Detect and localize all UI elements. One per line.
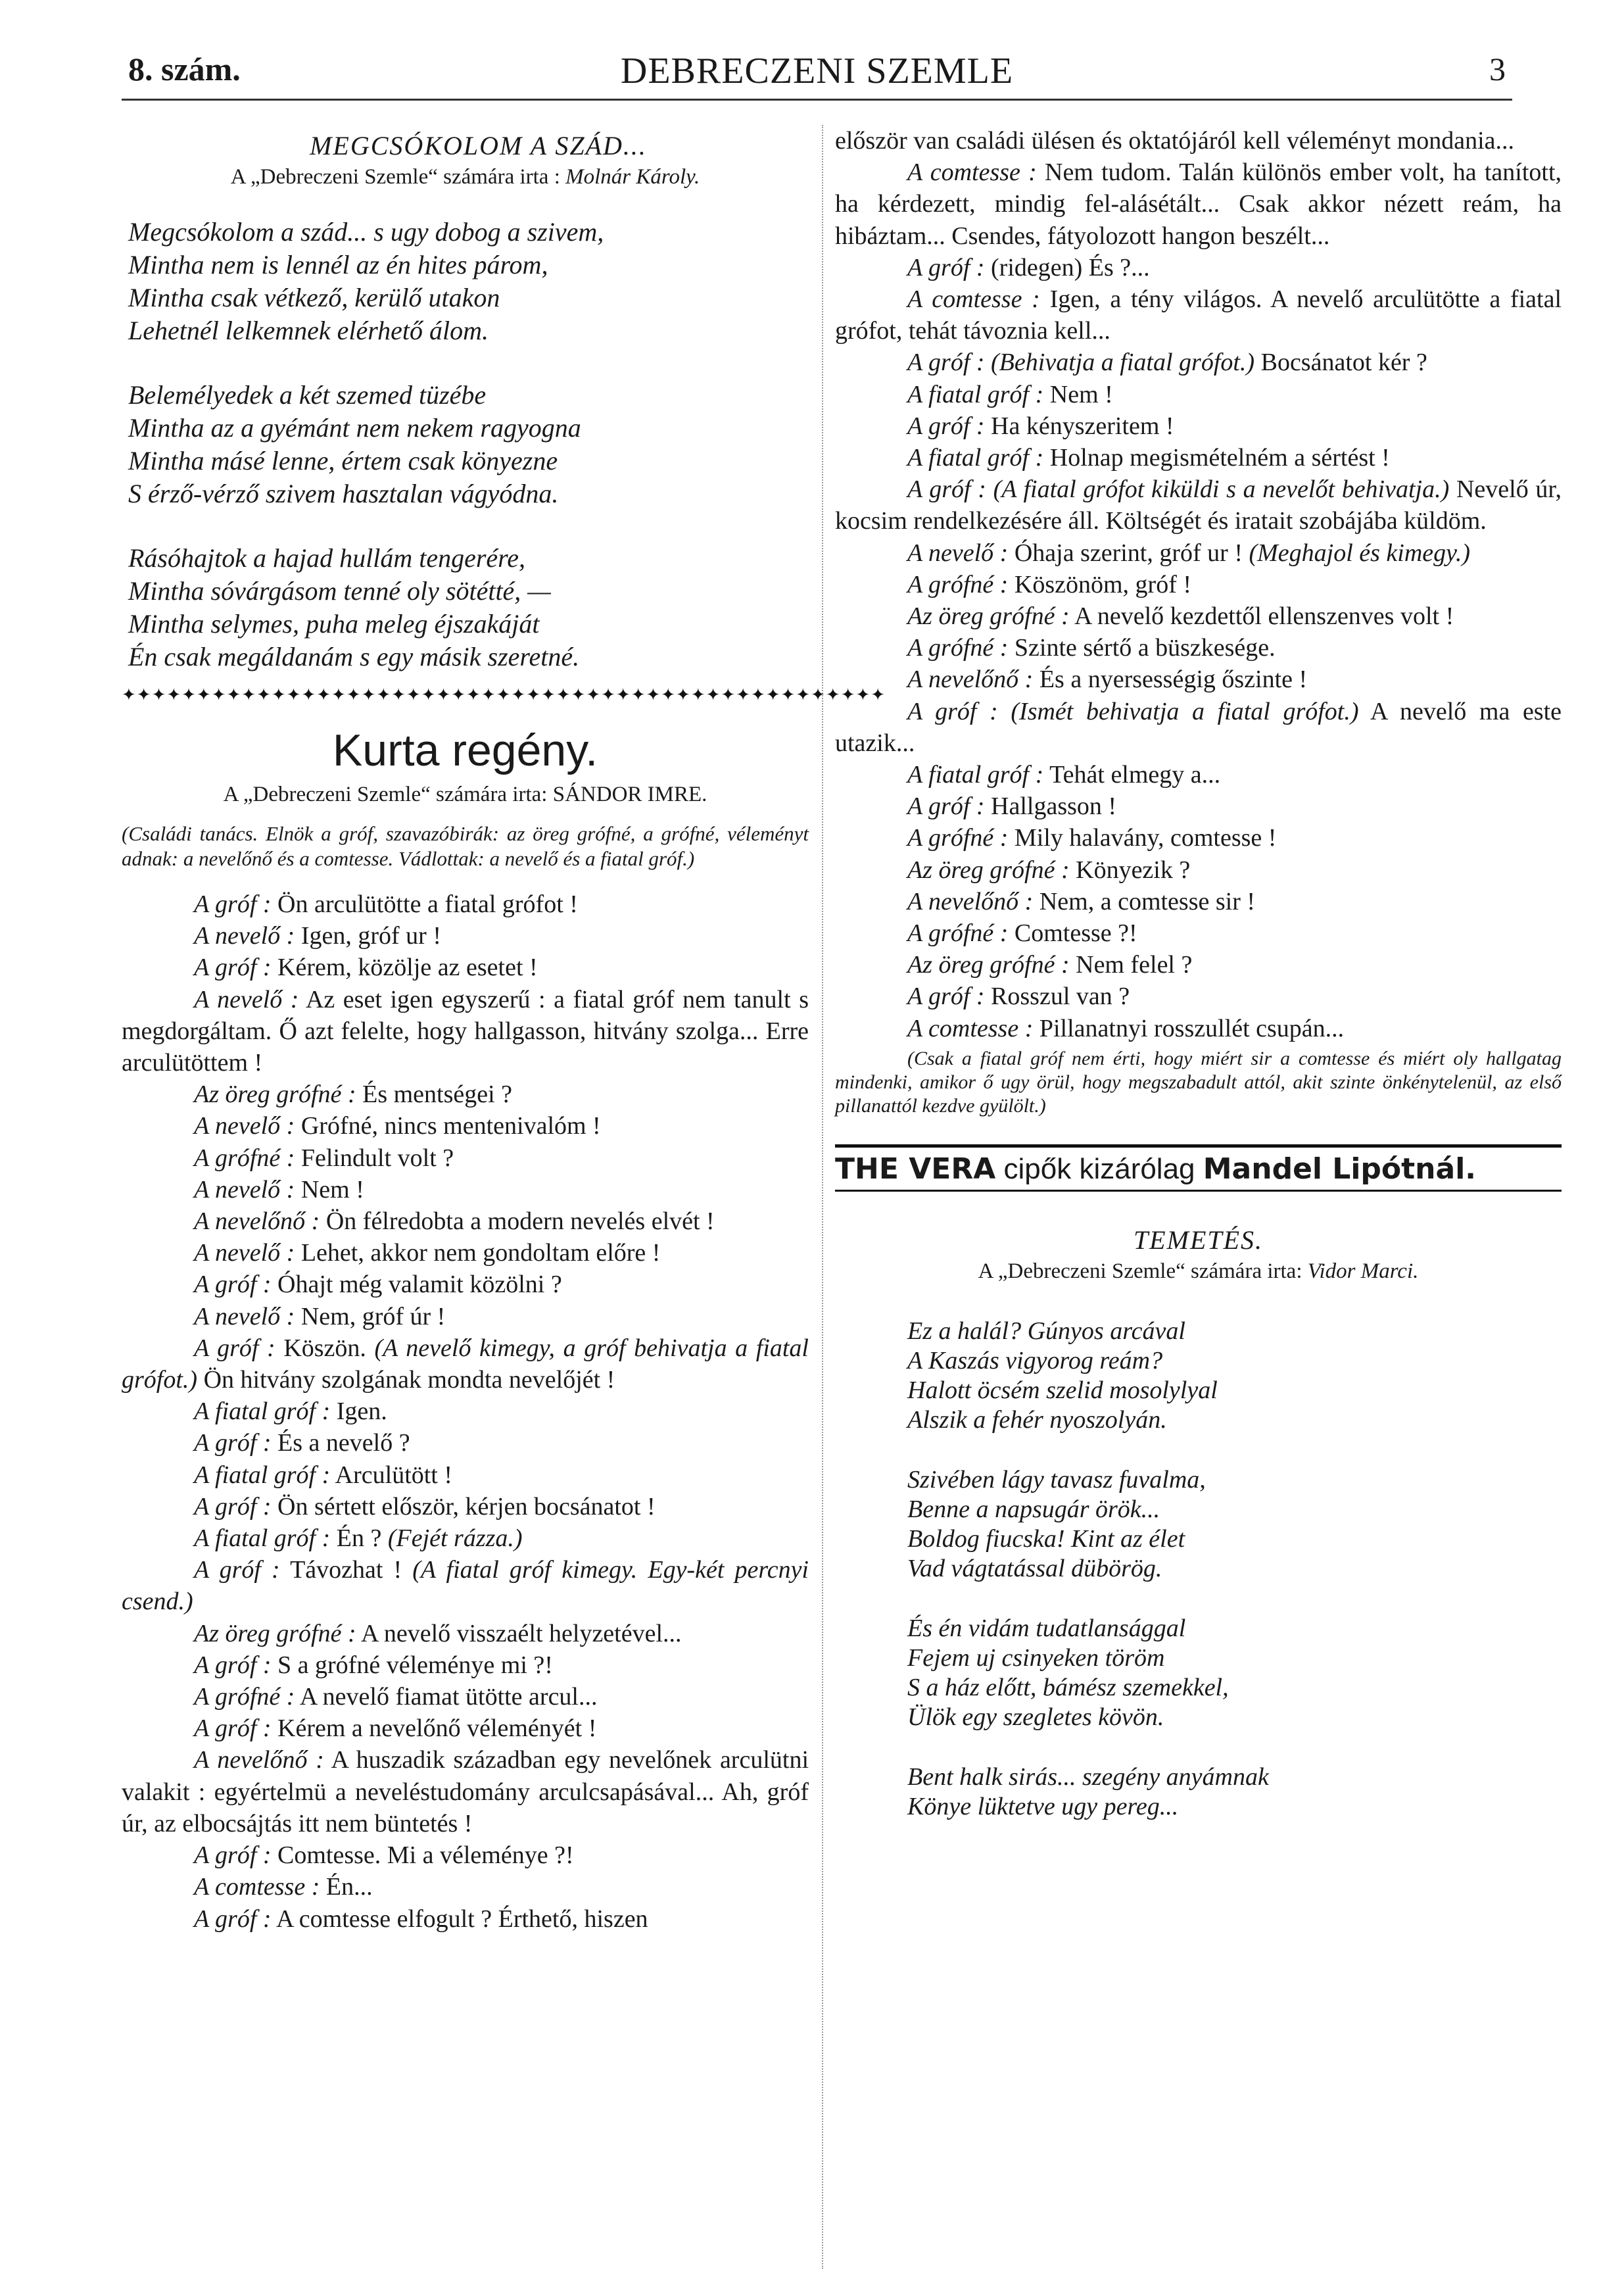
dialogue-text: Igen. <box>336 1398 387 1426</box>
header-rule <box>122 99 1512 101</box>
dialogue-text: Ha kényszeritem ! <box>991 412 1174 440</box>
dialogue-line <box>122 1744 809 1839</box>
dialogue-line <box>835 664 1562 695</box>
dialogue-line <box>835 600 1562 632</box>
poem2-stanza <box>907 1763 1562 1822</box>
poem-line: Rásóhajtok a hajad hullám tengerére, <box>128 543 525 573</box>
dialogue-text: Bocsánatot kér ? <box>1254 349 1427 377</box>
dialogue-text: Ön sértett először, kérjen bocsánatot ! <box>277 1492 656 1520</box>
dialogue-line <box>122 1079 809 1110</box>
poem-line: Ülök egy szegletes kövön. <box>907 1703 1164 1731</box>
poem-line: Benne a napsugár örök... <box>907 1495 1160 1523</box>
dialogue-text: És a nevelő ? <box>277 1429 410 1457</box>
speaker-name: A fiatal gróf : <box>907 761 1044 789</box>
poem-line: Fejem uj csinyeken töröm <box>907 1643 1165 1672</box>
dialogue-text: És a nyersességig őszinte ! <box>1039 666 1308 694</box>
poem2-title: TEMETÉS. <box>1133 1225 1264 1255</box>
dialogue-text: Az eset igen egyszerű : a fiatal gróf nem tanult s megdorgáltam. Ő azt felelte, hogy hallgasson, hitvány szolga... Erre arculütöttem ! <box>122 985 809 1077</box>
dialogue-line <box>835 537 1562 569</box>
poem1-byline-prefix: A „Debreczeni Szemle“ számára irta : <box>230 165 560 189</box>
dialogue-line <box>122 1839 809 1871</box>
dialogue-text: Nem ! <box>1049 380 1113 408</box>
poem-line: Bent halk sirás... szegény anyámnak <box>907 1763 1269 1791</box>
stage-note: (A nevelő kimegy, a gróf behivatja a fiatal grófot.) <box>122 1334 809 1394</box>
dialogue-line <box>122 1459 809 1491</box>
dialogue-text: Ön félredobta a modern nevelés elvét ! <box>325 1207 715 1236</box>
dialogue-left <box>122 888 809 1935</box>
dialogue-line <box>835 759 1562 790</box>
poem-line: Mintha sóvárgásom tenné oly sötétté, — <box>128 576 551 606</box>
dialogue-line <box>835 917 1562 949</box>
speaker-name: A nevelőnő : <box>907 887 1034 915</box>
poem1-byline <box>122 165 809 189</box>
dialogue-text: Kérem, közölje az esetet ! <box>277 954 538 982</box>
dialogue-line <box>835 854 1562 886</box>
dialogue-line <box>122 888 809 920</box>
page-header <box>122 46 1512 105</box>
speaker-name: A comtesse : <box>194 1873 320 1901</box>
story-title: Kurta regény. <box>332 725 598 775</box>
poem2-stanza <box>907 1614 1562 1732</box>
dialogue-text: Nem, a comtesse sir ! <box>1039 887 1256 915</box>
dialogue-line <box>835 252 1562 283</box>
dialogue-text: Pillanatnyi rosszullét csupán... <box>1039 1014 1345 1042</box>
poem-line: Mintha nem is lennél az én hites párom, <box>128 250 548 280</box>
stage-note: (Fejét rázza.) <box>387 1524 523 1553</box>
speaker-name: A grófné : <box>194 1683 295 1711</box>
speaker-name: Az öreg grófné : <box>194 1081 356 1109</box>
dialogue-line <box>122 1903 809 1935</box>
dialogue-line <box>835 474 1562 537</box>
speaker-name: A nevelő : <box>194 1239 295 1267</box>
dialogue-line <box>835 157 1562 252</box>
dialogue-text: Ön arculütötte a fiatal grófot ! <box>277 890 578 918</box>
dialogue-line <box>122 1396 809 1427</box>
speaker-name: A comtesse : <box>907 158 1037 187</box>
speaker-name: A gróf : <box>194 1429 272 1457</box>
poem-line: Lehetnél lelkemnek elérhető álom. <box>128 316 489 345</box>
dialogue-line <box>122 1491 809 1522</box>
speaker-name: A gróf : <box>194 1492 272 1520</box>
poem-line: S a ház előtt, bámész szemekkel, <box>907 1673 1229 1701</box>
dialogue-text: Kérem a nevelőnő véleményét ! <box>277 1714 597 1743</box>
dialogue-text: A huszadik században egy nevelőnek arculütni valakit : egyértelmü a neveléstudomány arculcsapásával... Ah, gróf úr, az elbocsájtás itt nem büntetés ! <box>122 1746 809 1837</box>
speaker-name: A nevelő : <box>194 985 299 1013</box>
dialogue-line <box>835 886 1562 917</box>
dialogue-line <box>835 410 1562 442</box>
dialogue-text: A comtesse elfogult ? Érthető, hiszen <box>275 1905 648 1933</box>
dialogue-text: És mentségei ? <box>362 1081 513 1109</box>
speaker-name: A nevelő : <box>194 1302 295 1330</box>
dialogue-right <box>835 125 1562 1044</box>
dialogue-text: A nevelő ma este utazik... <box>835 697 1562 757</box>
poem-line: Ez a halál? Gúnyos arcával <box>907 1317 1185 1345</box>
speaker-name: A fiatal gróf : <box>194 1461 331 1489</box>
dialogue-line <box>835 790 1562 822</box>
dialogue-text: Én... <box>325 1873 373 1901</box>
ad-text: cipők kizárólag <box>1003 1152 1195 1185</box>
speaker-name: A gróf : <box>907 412 985 440</box>
dialogue-text: Holnap megismételném a sértést ! <box>1049 444 1390 472</box>
speaker-name: Az öreg grófné : <box>907 856 1070 884</box>
speaker-name: A gróf : <box>907 475 986 504</box>
dialogue-line <box>835 696 1562 759</box>
poem-line: Halott öcsém szelid mosolylyal <box>907 1376 1218 1404</box>
speaker-name: A nevelő : <box>907 539 1009 567</box>
poem-line: És én vidám tudatlansággal <box>907 1614 1186 1642</box>
dialogue-line <box>835 442 1562 474</box>
dialogue-line <box>122 1618 809 1649</box>
dialogue-text: A nevelő kezdettől ellenszenves volt ! <box>1074 602 1454 631</box>
speaker-name: A gróf : <box>194 1556 280 1584</box>
poem2-byline <box>835 1259 1562 1284</box>
dialogue-text: Comtesse ?! <box>1014 919 1137 948</box>
speaker-name: A gróf : <box>907 792 985 821</box>
dialogue-text: Mily halavány, comtesse ! <box>1014 824 1277 852</box>
story-byline: A „Debreczeni Szemle“ számára irta: SÁNDOR IMRE. <box>223 783 707 806</box>
dialogue-text: S a grófné véleménye mi ?! <box>277 1651 553 1679</box>
dialogue-line <box>122 1332 809 1396</box>
dialogue-text: A nevelő visszaélt helyzetével... <box>361 1619 682 1647</box>
dialogue-right-lines <box>835 157 1562 1044</box>
poem-line: Vad vágtatással dübörög. <box>907 1554 1162 1582</box>
dialogue-text: Óhajt még valamit közölni ? <box>277 1271 562 1299</box>
speaker-name: Az öreg grófné : <box>907 602 1070 631</box>
poem-line: A Kaszás vigyorog reám? <box>907 1346 1163 1374</box>
dialogue-text: Könyezik ? <box>1076 856 1191 884</box>
speaker-name: A gróf : <box>907 349 985 377</box>
dialogue-line <box>122 1554 809 1617</box>
stage-note: (A fiatal gróf kimegy. Egy-két percnyi csend.) <box>122 1556 809 1616</box>
dialogue-text: Nem tudom. Talán különös ember volt, ha tanított, ha kérdezett, mindig fel-alásétált... Csak akkor nézett reám, ha hibáztam... Csendes, fátyolozott hangon beszélt... <box>835 158 1562 250</box>
dialogue-text: Óhaja szerint, gróf ur ! <box>1014 539 1243 567</box>
poem-line: Mintha az a gyémánt nem nekem ragyogna <box>128 413 581 443</box>
speaker-name: A nevelőnő : <box>907 666 1034 694</box>
ad-brand: THE VERA <box>835 1152 996 1186</box>
poem1-stanza <box>128 542 809 673</box>
poem1-body <box>128 216 809 673</box>
dialogue-line <box>835 981 1562 1012</box>
speaker-name: A nevelőnő : <box>194 1746 324 1774</box>
speaker-name: A gróf : <box>194 954 272 982</box>
dialogue-line <box>835 1013 1562 1044</box>
speaker-name: A comtesse : <box>907 1014 1034 1042</box>
dialogue-line <box>835 379 1562 410</box>
speaker-name: Az öreg grófné : <box>194 1619 356 1647</box>
right-column <box>835 125 1562 1822</box>
poem-line: Én csak megáldanám s egy másik szeretné. <box>128 642 580 671</box>
dialogue-continuation: először van családi ülésen és oktatójáról kell véleményt mondania... <box>835 127 1515 155</box>
ad-shop: Mandel Lipótnál. <box>1203 1152 1476 1186</box>
dialogue-line <box>122 1522 809 1554</box>
poem-line: Belemélyedek a két szemed tüzébe <box>128 380 487 410</box>
speaker-name: A gróf : <box>907 697 998 725</box>
speaker-name: A nevelő : <box>194 1112 295 1140</box>
speaker-name: A fiatal gróf : <box>907 380 1044 408</box>
speaker-name: A gróf : <box>194 1651 272 1679</box>
poem-line: Szivében lágy tavasz fuvalma, <box>907 1465 1206 1494</box>
poem2-stanza <box>907 1465 1562 1584</box>
dialogue-text: Nem ! <box>300 1175 364 1204</box>
dialogue-text: Köszön. <box>283 1334 366 1362</box>
dialogue-line <box>122 1427 809 1459</box>
column-divider <box>822 125 823 2269</box>
speaker-name: A nevelő : <box>194 922 295 950</box>
speaker-name: A gróf : <box>907 253 985 281</box>
dialogue-line <box>122 984 809 1079</box>
dialogue-text: Arculütött ! <box>335 1461 453 1489</box>
dialogue-line <box>122 1205 809 1237</box>
dialogue-text: Köszönöm, gróf ! <box>1014 570 1192 598</box>
speaker-name: A gróf : <box>194 1905 272 1933</box>
dialogue-text: Szinte sértő a büszkesége. <box>1014 634 1276 662</box>
dialogue-line <box>122 1713 809 1744</box>
dialogue-text: Grófné, nincs mentenivalóm ! <box>300 1112 601 1140</box>
dialogue-text: Igen, a tény világos. A nevelő arculütötte a fiatal grófot, tehát távoznia kell... <box>835 285 1562 345</box>
dialogue-text: Nem, gróf úr ! <box>300 1302 446 1330</box>
left-column <box>122 125 886 1935</box>
dialogue-text: Felindult volt ? <box>300 1144 454 1172</box>
dialogue-line <box>122 1301 809 1332</box>
poem1-stanza <box>128 379 809 510</box>
dialogue-text: Tehát elmegy a... <box>1049 761 1221 789</box>
speaker-name: A grófné : <box>907 824 1009 852</box>
dialogue-line <box>835 822 1562 854</box>
issue-label: 8. szám. <box>128 51 241 87</box>
speaker-name: A gróf : <box>194 890 272 918</box>
speaker-name: A grófné : <box>907 634 1009 662</box>
dialogue-line <box>122 1110 809 1142</box>
dialogue-text: A nevelő fiamat ütötte arcul... <box>299 1683 598 1711</box>
speaker-name: A gróf : <box>194 1271 272 1299</box>
poem-line: Boldog fiucska! Kint az élet <box>907 1524 1185 1553</box>
speaker-name: A gróf : <box>194 1714 272 1743</box>
dialogue-line <box>835 632 1562 664</box>
speaker-name: A fiatal gróf : <box>194 1524 331 1553</box>
dialogue-line <box>835 283 1562 347</box>
closing-stage-direction: (Csak a fiatal gróf nem érti, hogy miért sir a comtesse és miért oly hallgatag mindenki, amikor ő ugy örül, hogy megszabadult attól, akit szinte önkénytelenül, az első pillanattól kezdve gyülölt.) <box>835 1047 1562 1117</box>
dialogue-line <box>835 569 1562 600</box>
dialogue-text: Ön hitvány szolgának mondta nevelőjét ! <box>197 1366 615 1394</box>
poem-line: Könye lüktetve ugy pereg... <box>907 1792 1179 1820</box>
speaker-name: A fiatal gróf : <box>194 1398 331 1426</box>
dialogue-text: Rosszul van ? <box>991 983 1130 1011</box>
stage-direction: (Családi tanács. Elnök a gróf, szavazóbirák: az öreg grófné, a grófné, véleményt adnak: a nevelőnő és a comtesse. Vádlottak: a nevelő és a fiatal gróf.) <box>122 822 809 870</box>
dialogue-line <box>122 1649 809 1681</box>
poem-line: S érző-vérző szivem hasztalan vágyódna. <box>128 479 559 508</box>
stage-note: (Ismét behivatja a fiatal grófot.) <box>1011 697 1359 725</box>
poem-line: Mintha selymes, puha meleg éjszakáját <box>128 609 540 639</box>
dialogue-line <box>122 1269 809 1300</box>
dialogue-text: Hallgasson ! <box>991 792 1117 821</box>
speaker-name: A gróf : <box>194 1334 275 1362</box>
speaker-name: A gróf : <box>907 983 985 1011</box>
speaker-name: A gróf : <box>194 1841 272 1870</box>
speaker-name: A grófné : <box>907 919 1009 948</box>
dialogue-line <box>122 1237 809 1269</box>
poem-line: Alszik a fehér nyoszolyán. <box>907 1405 1167 1434</box>
ornament-separator: ✦✦✦✦✦✦✦✦✦✦✦✦✦✦✦✦✦✦✦✦✦✦✦✦✦✦✦✦✦✦✦✦✦✦✦✦✦✦✦✦✦✦✦✦✦✦✦✦✦✦✦ <box>122 685 886 704</box>
poem1-title: MEGCSÓKOLOM A SZÁD... <box>310 131 647 160</box>
speaker-name: A grófné : <box>194 1144 295 1172</box>
dialogue-text: Nevelő úr, kocsim rendelkezésére áll. Költségét és iratait szobájába küldöm. <box>835 475 1562 535</box>
stage-note: (Behivatja a fiatal grófot.) <box>991 349 1255 377</box>
poem2-byline-prefix: A „Debreczeni Szemle“ számára irta: <box>978 1259 1302 1283</box>
dialogue-text: Nem felel ? <box>1076 951 1193 979</box>
advertisement <box>835 1144 1562 1192</box>
speaker-name: A comtesse : <box>907 285 1040 314</box>
speaker-name: A fiatal gróf : <box>907 444 1044 472</box>
poem2-body <box>907 1317 1562 1822</box>
speaker-name: Az öreg grófné : <box>907 951 1070 979</box>
dialogue-line <box>122 1681 809 1713</box>
dialogue-text: Én ? <box>336 1524 382 1553</box>
dialogue-line <box>122 1174 809 1205</box>
poem2-stanza <box>907 1317 1562 1435</box>
dialogue-text: Távozhat ! <box>290 1556 402 1584</box>
poem-line: Mintha csak vétkező, kerülő utakon <box>128 283 500 312</box>
stage-note: (A fiatal grófot kiküldi s a nevelőt behivatja.) <box>993 475 1450 504</box>
dialogue-text: Igen, gróf ur ! <box>300 922 441 950</box>
poem-line: Megcsókolom a szád... s ugy dobog a szivem, <box>128 217 604 247</box>
dialogue-line <box>122 952 809 983</box>
dialogue-text: (ridegen) És ?... <box>991 253 1150 281</box>
dialogue-line <box>835 347 1562 378</box>
dialogue-line <box>835 949 1562 981</box>
dialogue-text: Comtesse. Mi a véleménye ?! <box>277 1841 574 1870</box>
poem-line: Mintha másé lenne, értem csak könyezne <box>128 446 558 475</box>
poem1-stanza <box>128 216 809 347</box>
dialogue-text: Lehet, akkor nem gondoltam előre ! <box>300 1239 661 1267</box>
speaker-name: A grófné : <box>907 570 1009 598</box>
dialogue-line <box>122 1871 809 1903</box>
speaker-name: A nevelő : <box>194 1175 295 1204</box>
poem1-author: Molnár Károly. <box>565 165 700 189</box>
page-number: 3 <box>1489 51 1506 87</box>
dialogue-line <box>122 920 809 952</box>
speaker-name: A nevelőnő : <box>194 1207 320 1236</box>
newspaper-title: DEBRECZENI SZEMLE <box>620 51 1014 91</box>
dialogue-line <box>122 1142 809 1174</box>
stage-note: (Meghajol és kimegy.) <box>1249 539 1471 567</box>
poem2-author: Vidor Marci. <box>1307 1259 1419 1283</box>
